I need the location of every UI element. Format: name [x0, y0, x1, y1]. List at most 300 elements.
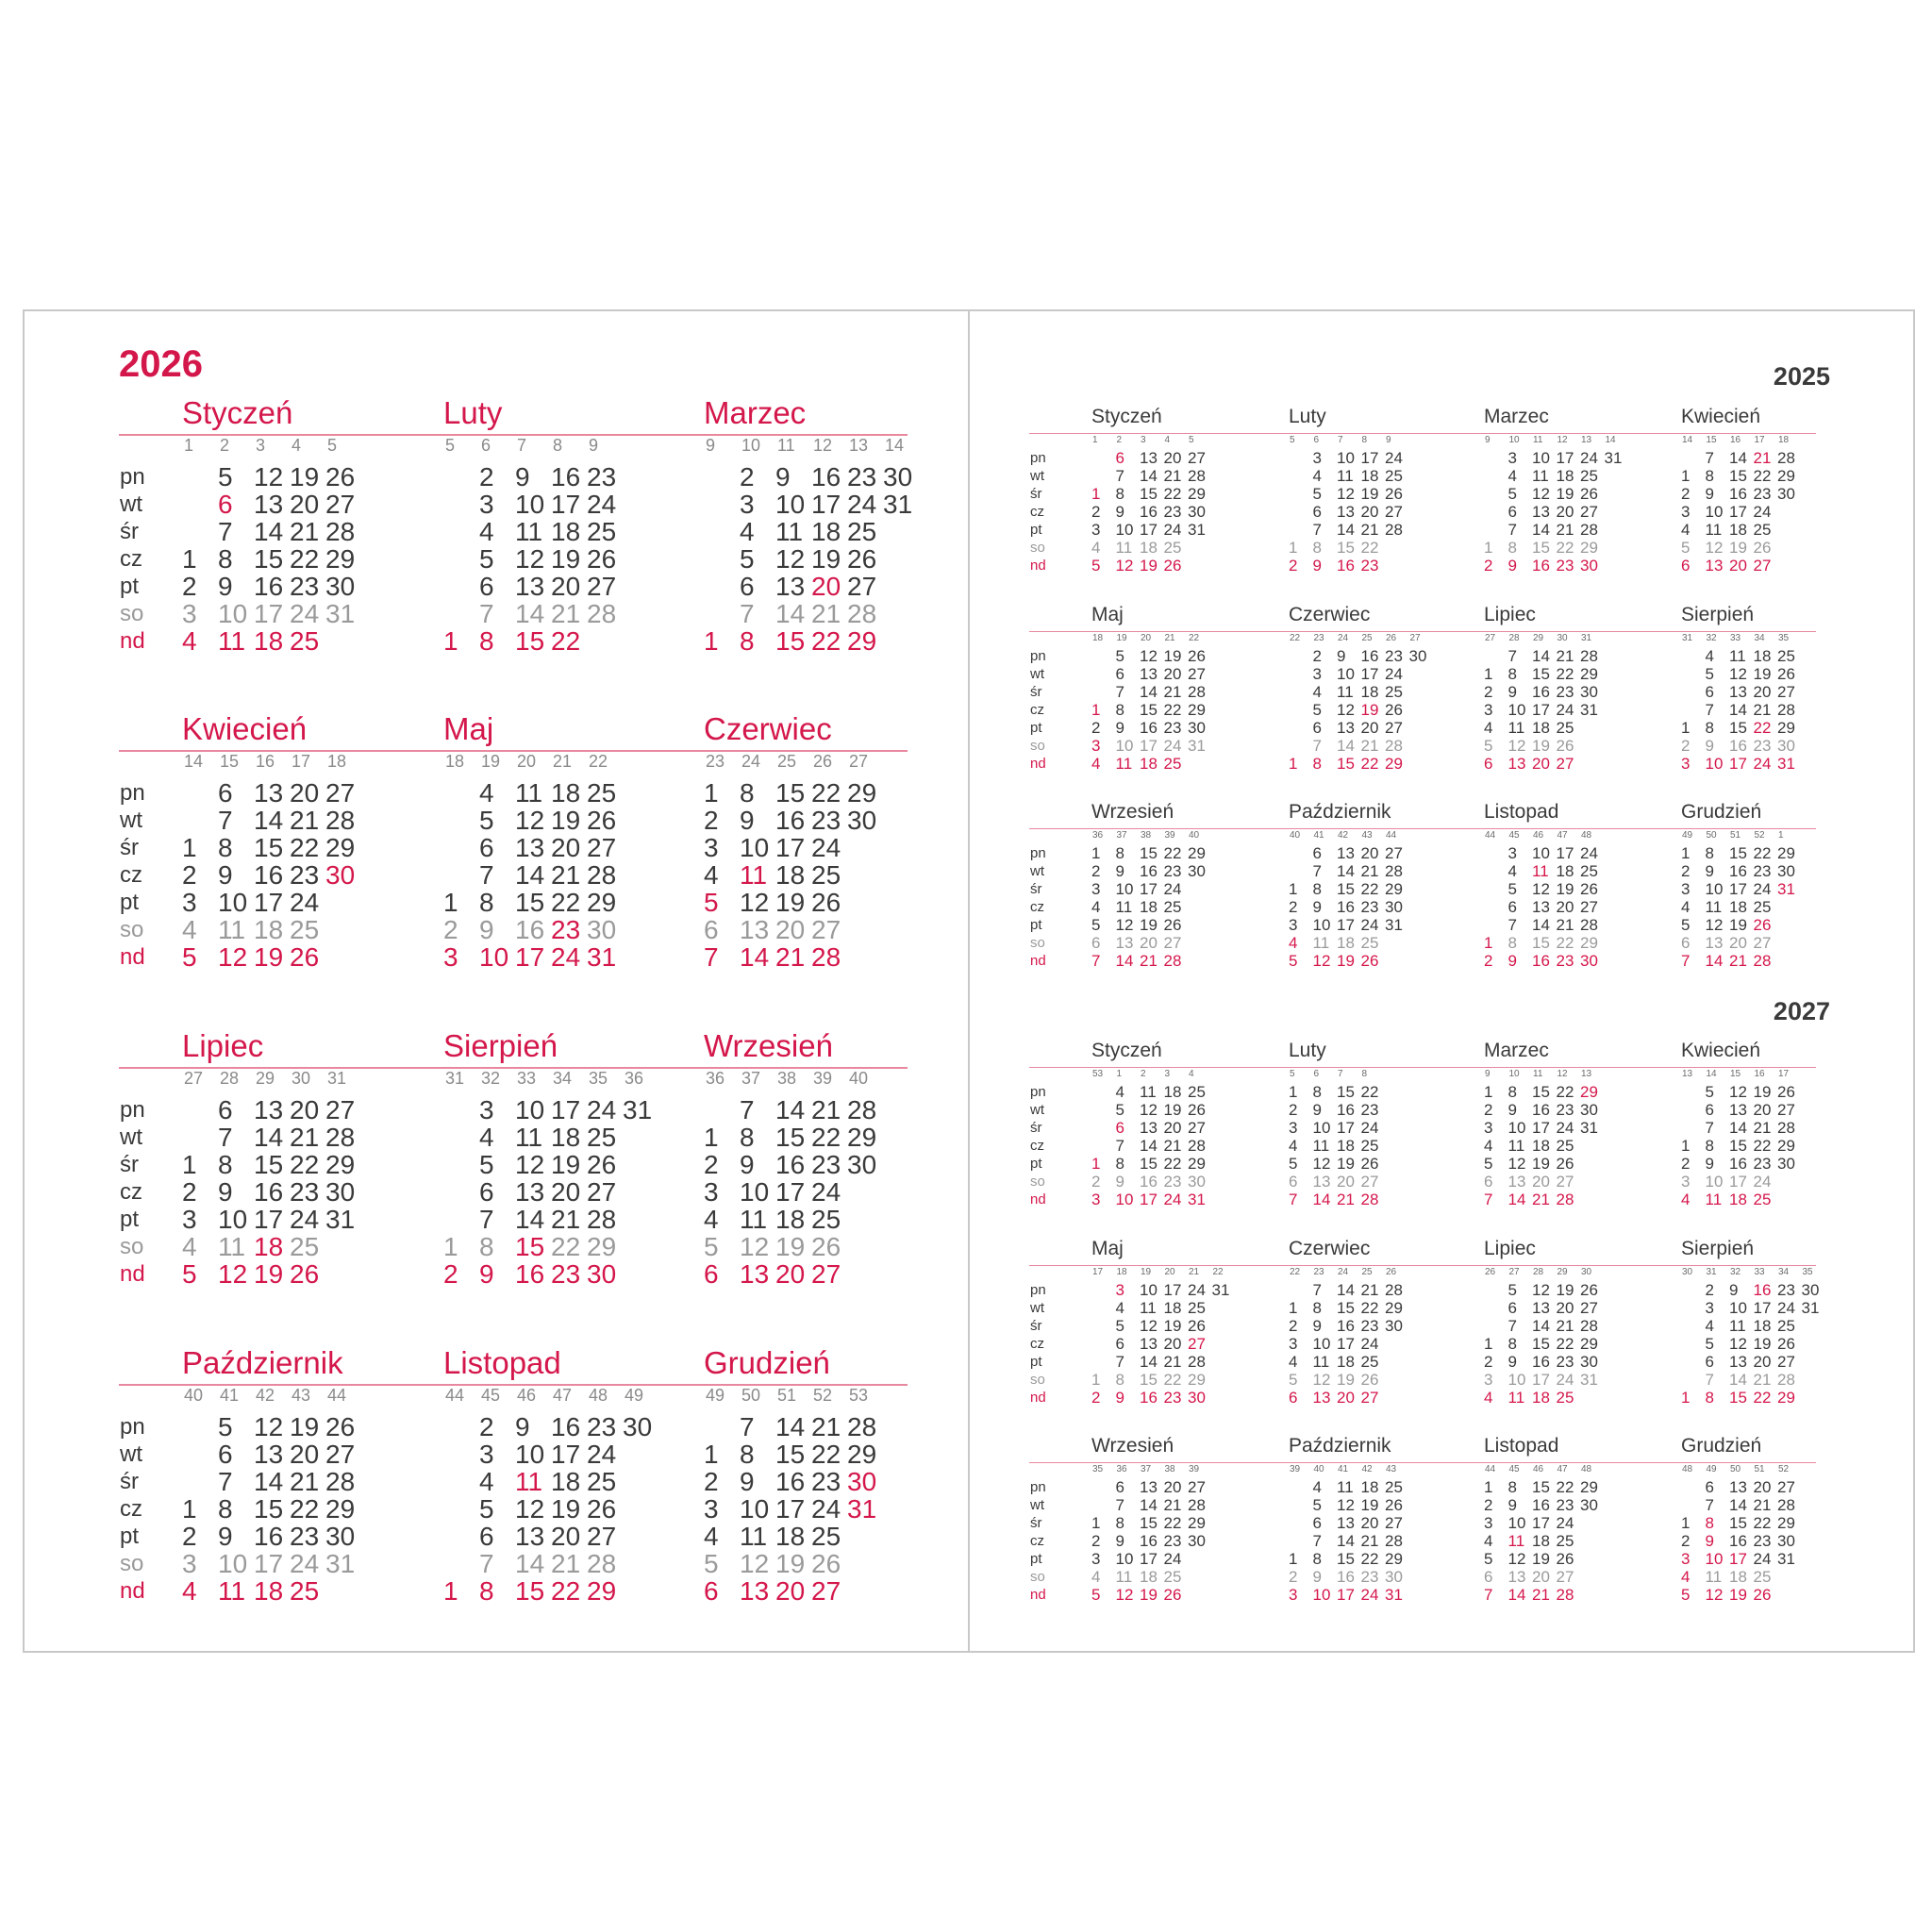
day-cell: 18: [1729, 521, 1747, 539]
day-cell: 21: [1556, 521, 1574, 539]
day-cell: 25: [290, 1576, 320, 1606]
day-cell: 29: [1580, 665, 1598, 683]
day-cell: [1188, 1550, 1212, 1568]
day-cell: 5: [1289, 1371, 1298, 1389]
week-number: 52: [813, 1386, 833, 1405]
week-row: [1091, 934, 1212, 952]
day-cell: [1580, 1550, 1605, 1568]
day-cell: 29: [847, 1440, 877, 1469]
day-cell: 20: [1556, 1299, 1574, 1317]
week-row: [1681, 862, 1802, 880]
day-grid: [1681, 647, 1802, 773]
day-cell: [1580, 737, 1605, 755]
day-cell: 12: [515, 1150, 545, 1179]
month-name: Kwiecień: [182, 711, 308, 746]
day-cell: 23: [811, 806, 841, 835]
weekday-label: so: [1030, 1569, 1045, 1585]
day-cell: 11: [218, 915, 246, 944]
day-cell: 5: [1115, 647, 1124, 665]
day-cell: 31: [883, 490, 913, 519]
week-row: [1289, 1155, 1385, 1173]
week-row: [704, 627, 919, 655]
day-cell: 13: [1115, 934, 1134, 952]
day-cell: 10: [1312, 916, 1331, 934]
day-cell: 19: [254, 942, 284, 972]
day-cell: [182, 779, 218, 807]
day-cell: 13: [1532, 503, 1550, 521]
day-grid: [1681, 449, 1802, 575]
day-cell: 7: [1705, 1371, 1714, 1389]
day-cell: 1: [1681, 844, 1690, 862]
day-cell: 28: [1188, 467, 1206, 485]
weekday-label: pn: [120, 1097, 145, 1123]
day-cell: 15: [1337, 1550, 1355, 1568]
day-cell: 26: [587, 1494, 617, 1524]
week-number: 36: [1116, 1464, 1127, 1474]
day-cell: 24: [811, 1177, 841, 1207]
day-cell: 5: [1507, 485, 1517, 503]
day-cell: 28: [847, 1412, 877, 1441]
day-cell: 17: [1729, 1550, 1747, 1568]
week-number: 53: [849, 1386, 869, 1405]
day-cell: 14: [515, 860, 545, 890]
day-cell: 3: [1681, 880, 1690, 898]
week-row: [1681, 719, 1802, 737]
day-cell: 25: [1777, 1317, 1795, 1335]
day-cell: 20: [1163, 1478, 1182, 1496]
day-cell: 20: [1163, 1119, 1182, 1137]
day-cell: 2: [182, 860, 197, 890]
day-cell: 3: [1289, 1586, 1298, 1604]
day-cell: 18: [1337, 934, 1355, 952]
day-cell: [1484, 449, 1508, 467]
day-cell: 1: [1289, 880, 1298, 898]
day-cell: 22: [551, 888, 581, 917]
day-cell: 12: [1729, 665, 1747, 683]
week-numbers: [706, 752, 885, 772]
week-row: [1091, 952, 1212, 970]
day-cell: 14: [1337, 1281, 1355, 1299]
day-cell: 20: [775, 915, 806, 944]
day-cell: 14: [1140, 1137, 1158, 1155]
day-cell: 6: [1705, 1353, 1714, 1371]
week-numbers: [1485, 830, 1606, 841]
day-cell: 2: [1484, 1496, 1493, 1514]
week-row: [1091, 1119, 1212, 1137]
day-cell: 19: [290, 1412, 320, 1441]
week-number: 37: [1116, 830, 1127, 841]
week-row: [1681, 449, 1802, 467]
week-row: [1681, 503, 1802, 521]
day-cell: 23: [1753, 737, 1772, 755]
day-cell: [1289, 1532, 1313, 1550]
week-row: [1484, 701, 1605, 719]
day-cell: 16: [254, 860, 284, 890]
day-cell: 21: [1163, 467, 1182, 485]
day-cell: 25: [1556, 1389, 1574, 1407]
day-grid: [1681, 1478, 1802, 1604]
day-cell: 7: [740, 1412, 755, 1441]
week-number: 27: [1508, 1267, 1520, 1277]
day-cell: 1: [1091, 1155, 1101, 1173]
day-cell: [1681, 1083, 1706, 1101]
day-cell: 13: [254, 1095, 284, 1124]
week-row: [1484, 647, 1605, 665]
day-cell: 15: [1337, 1299, 1355, 1317]
day-cell: 23: [1163, 503, 1182, 521]
day-cell: [704, 1413, 740, 1441]
day-cell: 3: [1681, 1173, 1690, 1191]
day-cell: 9: [775, 462, 791, 491]
day-cell: 6: [704, 1259, 719, 1289]
day-cell: 7: [1484, 1191, 1493, 1208]
week-numbers: [1485, 1069, 1606, 1079]
week-row: [1289, 521, 1409, 539]
week-number: 26: [813, 752, 833, 771]
day-cell: 1: [1484, 539, 1493, 557]
day-grid: [1289, 449, 1409, 575]
day-cell: 17: [254, 1205, 284, 1234]
day-cell: 18: [1360, 683, 1379, 701]
week-row: [1681, 880, 1802, 898]
day-cell: 23: [1163, 1532, 1182, 1550]
day-cell: 16: [1532, 952, 1550, 970]
day-cell: 27: [1777, 1478, 1795, 1496]
day-cell: [1681, 1101, 1706, 1119]
day-cell: [1091, 1478, 1116, 1496]
day-cell: 7: [1312, 1281, 1322, 1299]
day-cell: 17: [1532, 1371, 1550, 1389]
day-cell: [1289, 485, 1313, 503]
day-cell: 1: [1091, 485, 1101, 503]
day-cell: 14: [1337, 521, 1355, 539]
week-numbers: [706, 436, 921, 456]
day-cell: 29: [1580, 1083, 1598, 1101]
week-number: 14: [1682, 435, 1693, 445]
week-row: [1484, 485, 1628, 503]
day-cell: 12: [1507, 1550, 1526, 1568]
day-cell: 19: [1163, 647, 1182, 665]
day-grid: [1484, 1083, 1605, 1208]
day-cell: 11: [1312, 934, 1330, 952]
day-cell: 24: [847, 490, 877, 519]
day-cell: 22: [551, 626, 581, 656]
week-numbers: [1682, 1464, 1803, 1474]
day-cell: 12: [1115, 1586, 1134, 1604]
day-cell: 27: [1385, 719, 1403, 737]
day-cell: 3: [479, 490, 494, 519]
week-number: 42: [1338, 830, 1349, 841]
day-cell: 13: [1507, 1173, 1526, 1191]
day-cell: 12: [1729, 1335, 1747, 1353]
month-name: Czerwiec: [704, 711, 832, 746]
day-cell: 29: [1777, 844, 1795, 862]
day-cell: 16: [551, 1412, 581, 1441]
day-cell: 11: [1532, 862, 1549, 880]
month-name: Maj: [443, 711, 494, 746]
day-cell: 21: [1163, 1496, 1182, 1514]
week-number: 29: [1557, 1267, 1568, 1277]
day-cell: 13: [1337, 503, 1355, 521]
weekday-label: cz: [1030, 702, 1044, 718]
day-cell: 30: [587, 1259, 617, 1289]
day-cell: 8: [1115, 1514, 1124, 1532]
day-cell: [623, 1151, 658, 1178]
weekday-label: so: [120, 917, 144, 942]
day-cell: 12: [515, 806, 545, 835]
week-number: 7: [1338, 1069, 1343, 1079]
weekday-label: nd: [1030, 756, 1046, 772]
day-cell: 29: [1777, 467, 1795, 485]
week-number: 19: [1141, 1267, 1152, 1277]
week-row: [1484, 880, 1605, 898]
day-cell: 12: [1532, 1281, 1550, 1299]
weekday-label: pn: [120, 1414, 145, 1440]
day-cell: 13: [1140, 1119, 1158, 1137]
day-cell: 26: [811, 1232, 841, 1261]
day-cell: 3: [1507, 449, 1517, 467]
day-cell: 23: [587, 1412, 617, 1441]
weekday-label: nd: [120, 628, 145, 654]
day-cell: [847, 861, 883, 889]
day-cell: [704, 1096, 740, 1124]
week-number: 18: [445, 752, 465, 771]
weekday-label: pn: [1030, 450, 1046, 466]
day-cell: 23: [587, 462, 617, 491]
day-cell: 5: [479, 544, 494, 574]
day-cell: 13: [1729, 683, 1747, 701]
day-cell: 6: [1312, 1514, 1322, 1532]
weekday-labels: [1030, 1281, 1068, 1407]
day-cell: [443, 1096, 479, 1124]
day-cell: 20: [775, 1576, 806, 1606]
week-number: 5: [1290, 1069, 1295, 1079]
week-row: [1289, 485, 1409, 503]
day-cell: [325, 943, 361, 971]
day-cell: 20: [1532, 755, 1550, 773]
week-row: [443, 1096, 658, 1124]
day-cell: 3: [1091, 1191, 1101, 1208]
day-cell: 8: [479, 888, 494, 917]
day-cell: 17: [1140, 521, 1158, 539]
week-row: [1091, 916, 1212, 934]
day-cell: 11: [1312, 1137, 1330, 1155]
day-cell: 25: [1385, 467, 1403, 485]
weekday-label: wt: [1030, 1102, 1044, 1118]
day-cell: 15: [1140, 701, 1158, 719]
day-cell: [443, 573, 479, 600]
week-row: [1484, 1514, 1605, 1532]
week-numbers: [1092, 435, 1213, 445]
week-numbers: [445, 436, 625, 456]
week-number: 3: [1164, 1069, 1171, 1079]
day-cell: 7: [1484, 1586, 1493, 1604]
day-grid: [704, 463, 919, 655]
day-cell: 29: [1580, 1335, 1598, 1353]
week-row: [1289, 1119, 1385, 1137]
week-row: [1289, 916, 1409, 934]
day-cell: 26: [811, 888, 841, 917]
day-cell: 9: [515, 1412, 530, 1441]
day-cell: 22: [290, 1150, 320, 1179]
weekday-label: wt: [1030, 1300, 1044, 1316]
day-cell: 27: [811, 1576, 841, 1606]
day-cell: 30: [1188, 1173, 1206, 1191]
day-cell: 22: [1556, 1335, 1574, 1353]
day-cell: 11: [1705, 1191, 1723, 1208]
week-row: [182, 1260, 361, 1288]
day-cell: 29: [325, 544, 356, 574]
week-number: 2: [220, 436, 230, 455]
day-cell: 9: [1312, 557, 1322, 575]
day-cell: 22: [1556, 539, 1574, 557]
day-cell: 21: [1753, 1371, 1772, 1389]
day-cell: 10: [479, 942, 509, 972]
day-cell: 29: [1385, 755, 1403, 773]
day-cell: 14: [1729, 1496, 1747, 1514]
week-number: 24: [741, 752, 761, 771]
week-row: [182, 807, 361, 834]
week-row: [1681, 1191, 1802, 1208]
day-cell: 16: [1337, 1317, 1355, 1335]
day-cell: 6: [1312, 844, 1322, 862]
day-cell: 31: [325, 1549, 356, 1578]
day-cell: 8: [740, 1440, 755, 1469]
week-numbers: [1485, 1267, 1606, 1277]
day-cell: 22: [1753, 1389, 1772, 1407]
day-cell: [1580, 1532, 1605, 1550]
day-cell: [1681, 683, 1706, 701]
week-row: [1681, 1101, 1802, 1119]
week-row: [1091, 1101, 1212, 1119]
day-cell: 3: [479, 1440, 494, 1469]
week-row: [182, 627, 361, 655]
day-cell: 2: [182, 572, 197, 601]
day-cell: 25: [1753, 1191, 1772, 1208]
day-cell: 25: [1385, 683, 1403, 701]
day-cell: 27: [1385, 1514, 1403, 1532]
day-cell: 11: [1729, 647, 1746, 665]
day-cell: 15: [1532, 934, 1550, 952]
day-cell: 23: [1753, 485, 1772, 503]
day-cell: 17: [551, 1095, 581, 1124]
month-name: Maj: [1091, 604, 1124, 625]
week-number: 48: [1581, 1464, 1592, 1474]
day-cell: 14: [515, 1549, 545, 1578]
day-cell: 16: [1140, 1173, 1158, 1191]
month-name: Sierpień: [1681, 604, 1755, 625]
week-row: [1484, 1389, 1605, 1407]
week-number: 44: [1485, 1464, 1496, 1474]
day-cell: 19: [1729, 916, 1747, 934]
day-grid: [1681, 1083, 1802, 1208]
day-cell: 8: [1312, 880, 1322, 898]
week-numbers: [445, 752, 625, 772]
day-grid: [443, 463, 623, 655]
day-cell: 11: [1140, 1299, 1157, 1317]
day-cell: [847, 1260, 883, 1288]
week-row: [1484, 898, 1605, 916]
week-row: [443, 1233, 658, 1260]
day-cell: 27: [1385, 503, 1403, 521]
day-cell: [1777, 1568, 1802, 1586]
week-row: [1091, 719, 1212, 737]
day-cell: 19: [1140, 557, 1158, 575]
day-cell: 3: [1484, 1514, 1493, 1532]
week-row: [1484, 916, 1605, 934]
week-row: [1681, 1137, 1802, 1155]
day-cell: 9: [218, 1177, 233, 1207]
week-row: [704, 834, 883, 861]
day-cell: 23: [1163, 862, 1182, 880]
day-cell: 26: [1580, 485, 1598, 503]
day-cell: 23: [1385, 647, 1403, 665]
week-row: [1289, 1083, 1385, 1101]
day-cell: 20: [290, 490, 320, 519]
day-cell: 29: [847, 778, 877, 808]
day-cell: 22: [290, 1494, 320, 1524]
week-row: [1484, 665, 1605, 683]
day-cell: 2: [1484, 1353, 1493, 1371]
day-cell: 30: [1580, 1496, 1598, 1514]
day-cell: 13: [1312, 1173, 1331, 1191]
day-cell: 12: [218, 1259, 248, 1289]
day-cell: 16: [1337, 1101, 1355, 1119]
day-cell: 6: [1507, 1299, 1517, 1317]
day-cell: 17: [1556, 449, 1574, 467]
week-number: 2: [1116, 435, 1123, 445]
day-cell: 24: [1385, 449, 1403, 467]
day-cell: [443, 861, 479, 889]
day-cell: 26: [1753, 1586, 1772, 1604]
day-cell: 18: [1140, 539, 1158, 557]
week-row: [1484, 737, 1605, 755]
day-cell: 20: [1337, 1389, 1355, 1407]
day-cell: 21: [551, 599, 581, 628]
day-cell: 23: [1556, 1101, 1574, 1119]
day-cell: [1091, 683, 1116, 701]
day-cell: 29: [1188, 1371, 1206, 1389]
week-row: [443, 600, 623, 627]
week-row: [1681, 683, 1802, 701]
day-cell: [1484, 916, 1508, 934]
day-cell: 28: [1777, 701, 1795, 719]
day-cell: 29: [1188, 1514, 1206, 1532]
day-cell: [1289, 862, 1313, 880]
week-number: 35: [1092, 1464, 1104, 1474]
day-cell: 19: [1729, 539, 1747, 557]
day-cell: 23: [1360, 1317, 1379, 1335]
day-cell: 10: [515, 490, 545, 519]
day-cell: 3: [1312, 665, 1322, 683]
week-number: 5: [445, 436, 456, 455]
day-cell: 27: [1580, 898, 1598, 916]
day-cell: 19: [551, 1150, 581, 1179]
day-cell: 27: [1556, 755, 1574, 773]
day-cell: 1: [182, 544, 197, 574]
day-cell: [1289, 701, 1313, 719]
day-cell: 5: [1312, 701, 1322, 719]
week-number: 47: [553, 1386, 573, 1405]
day-cell: 20: [551, 833, 581, 862]
day-cell: 23: [811, 1467, 841, 1496]
month-name: Listopad: [1484, 801, 1559, 823]
day-cell: 6: [1705, 683, 1714, 701]
week-row: [1484, 449, 1628, 467]
day-cell: [1484, 1299, 1508, 1317]
day-cell: 31: [1385, 916, 1403, 934]
day-cell: 12: [740, 888, 770, 917]
